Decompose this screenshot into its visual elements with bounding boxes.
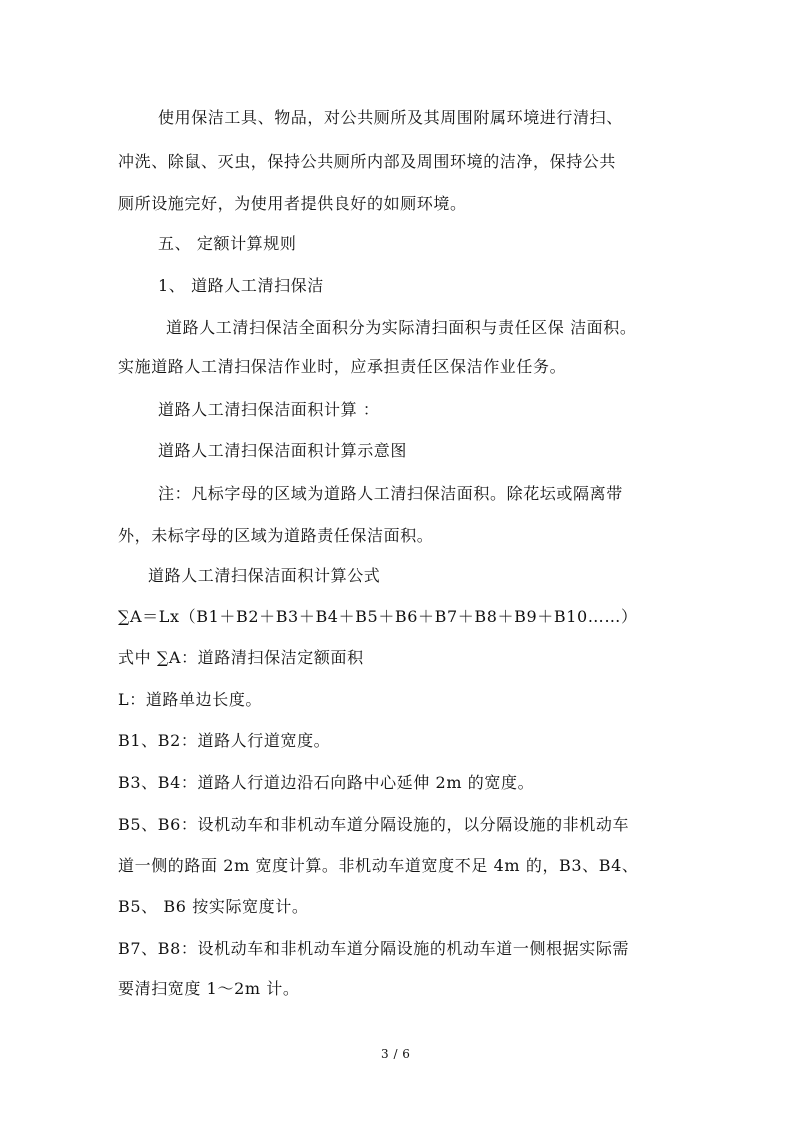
paragraph-line: 冲洗、除鼠、灭虫，保持公共厕所内部及周围环境的洁净，保持公共 xyxy=(118,152,617,171)
paragraph-line: 厕所设施完好，为使用者提供良好的如厕环境。 xyxy=(118,194,467,213)
subsection-heading: 1、 道路人工清扫保洁 xyxy=(158,276,324,295)
note-line: 外，未标字母的区域为道路责任保洁面积。 xyxy=(118,526,434,545)
definition-line: 要清扫宽度 1～2m 计。 xyxy=(118,979,300,998)
section-heading: 五、 定额计算规则 xyxy=(158,234,297,253)
figure-caption: 道路人工清扫保洁面积计算示意图 xyxy=(158,441,408,460)
definition-line: L：道路单边长度。 xyxy=(118,690,263,709)
formula: ∑A＝Lx（B1＋B2＋B3＋B4＋B5＋B6＋B7＋B8＋B9＋B10……） xyxy=(118,607,638,626)
paragraph-line: 实施道路人工清扫保洁作业时，应承担责任区保洁作业任务。 xyxy=(118,357,567,376)
note-line: 注：凡标字母的区域为道路人工清扫保洁面积。除花坛或隔离带 xyxy=(158,484,623,503)
definition-line: 式中 ∑A：道路清扫保洁定额面积 xyxy=(118,648,364,667)
definition-line: B7、B8：设机动车和非机动车道分隔设施的机动车道一侧根据实际需 xyxy=(118,939,630,958)
paragraph-line: 道路人工清扫保洁全面积分为实际清扫面积与责任区保 洁面积。 xyxy=(166,318,637,337)
paragraph-line: 使用保洁工具、物品，对公共厕所及其周围附属环境进行清扫、 xyxy=(158,108,623,127)
page-number: 3 / 6 xyxy=(381,1047,411,1061)
definition-line: 道一侧的路面 2m 宽度计算。非机动车道宽度不足 4m 的，B3、B4、 xyxy=(118,856,639,875)
formula-title: 道路人工清扫保洁面积计算公式 xyxy=(148,566,381,585)
definition-line: B1、B2：道路人行道宽度。 xyxy=(118,731,331,750)
definition-line: B3、B4：道路人行道边沿石向路中心延伸 2m 的宽度。 xyxy=(118,773,535,792)
definition-line: B5、B6：设机动车和非机动车道分隔设施的，以分隔设施的非机动车 xyxy=(118,815,630,834)
paragraph-line: 道路人工清扫保洁面积计算 ： xyxy=(158,400,380,419)
definition-line: B5、 B6 按实际宽度计。 xyxy=(118,897,309,916)
